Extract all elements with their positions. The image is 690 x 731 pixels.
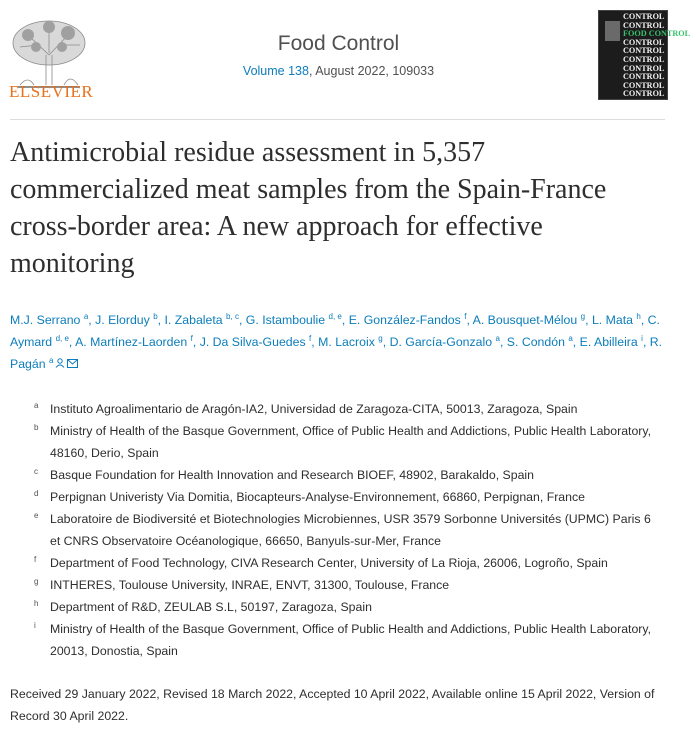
- affiliation-text: Instituto Agroalimentario de Aragón-IA2, Universidad de Zaragoza-CITA, 50013, Zaragoza, Spain: [50, 402, 578, 416]
- author-link[interactable]: [200, 335, 312, 349]
- cover-line: CONTROL: [623, 63, 665, 73]
- affiliation-label: d: [34, 489, 39, 498]
- author-affiliation-marker: f: [190, 333, 193, 343]
- author-link[interactable]: [75, 335, 193, 349]
- journal-name[interactable]: Food Control: [277, 32, 400, 55]
- affiliation-item: [34, 486, 654, 508]
- author-affiliation-marker: d, e: [328, 311, 342, 321]
- cover-line: CONTROL: [623, 80, 665, 90]
- author-link[interactable]: [473, 313, 585, 327]
- cover-line: FOOD CONTROL: [623, 29, 690, 39]
- affiliation-label: a: [34, 401, 39, 410]
- affiliation-text: Department of R&D, ZEULAB S.L, 50197, Zaragoza, Spain: [50, 600, 372, 614]
- author-affiliation-marker: f: [309, 333, 312, 343]
- author-name: D. García-Gonzalo: [389, 335, 493, 349]
- affiliation-text: Laboratoire de Biodiversité et Biotechnologies Microbiennes, USR 3579 Sorbonne Universités (UPMC) Paris 6 et CNRS Observatoire Océanologique, 66650, Banyuls-sur-Mer, France: [50, 512, 651, 548]
- author-name: E. Abilleira: [579, 335, 638, 349]
- journal-cover-thumbnail[interactable]: [598, 10, 690, 100]
- author-affiliation-marker: a: [568, 333, 573, 343]
- affiliation-label: e: [34, 511, 39, 520]
- author-link[interactable]: [10, 313, 88, 327]
- affiliation-item: [34, 464, 654, 486]
- publisher-name: ELSEVIER: [9, 82, 94, 101]
- affiliation-text: Perpignan Univeristy Via Domitia, Biocapteurs-Analyse-Environnement, 66860, Perpignan, France: [50, 490, 585, 504]
- affiliation-text: Basque Foundation for Health Innovation and Research BIOEF, 48902, Barakaldo, Spain: [50, 468, 534, 482]
- affiliation-item: [34, 596, 654, 618]
- affiliation-text: Ministry of Health of the Basque Government, Office of Public Health and Addictions, Public Health Laboratory, 20013, Donostia, Spain: [50, 622, 652, 658]
- affiliation-label: b: [34, 423, 39, 432]
- cover-line: CONTROL: [623, 37, 665, 47]
- author-name: J. Da Silva-Guedes: [199, 335, 306, 349]
- cover-line: CONTROL: [623, 72, 665, 82]
- issue-date-article: , August 2022, 109033: [308, 64, 435, 78]
- author-name: E. González-Fandos: [348, 313, 461, 327]
- author-name: A. Martínez-Laorden: [75, 335, 188, 349]
- volume-link[interactable]: Volume 138: [242, 64, 309, 78]
- affiliation-label: c: [34, 467, 38, 476]
- author-link[interactable]: [165, 313, 239, 327]
- affiliation-item: [34, 420, 654, 464]
- article-title: Antimicrobial residue assessment in 5,357 commercialized meat samples from the Spain-France cross-border area: A new approach for effective monitoring: [10, 137, 607, 279]
- author-name: M.J. Serrano: [10, 313, 81, 327]
- author-link[interactable]: [390, 335, 500, 349]
- author-link[interactable]: [592, 313, 641, 327]
- cover-line: CONTROL: [623, 89, 665, 99]
- author-affiliation-marker: g: [378, 333, 383, 343]
- affiliation-list: [34, 398, 654, 662]
- author-link[interactable]: [580, 335, 643, 349]
- cover-line: CONTROL: [623, 46, 665, 56]
- cover-line: CONTROL: [623, 54, 665, 64]
- author-affiliation-marker: g: [580, 311, 586, 321]
- author-affiliation-marker: d, e: [55, 333, 69, 343]
- author-affiliation-marker: i: [641, 333, 643, 343]
- author-link[interactable]: [349, 313, 467, 327]
- author-name: I. Zabaleta: [164, 313, 223, 327]
- journal-issue-info: [0, 64, 677, 78]
- cover-line: CONTROL: [623, 12, 665, 21]
- affiliation-item: [34, 618, 654, 662]
- author-name: J. Elorduy: [95, 313, 150, 327]
- affiliation-item: [34, 574, 654, 596]
- affiliation-item: [34, 552, 654, 574]
- author-name: R. Pagán: [10, 335, 663, 371]
- cover-line: CONTROL: [623, 20, 665, 30]
- envelope-icon[interactable]: [67, 359, 78, 368]
- affiliation-item: [34, 398, 654, 420]
- person-icon[interactable]: [55, 358, 65, 368]
- header-divider: [10, 119, 665, 120]
- author-name: S. Condón: [506, 335, 565, 349]
- author-affiliation-marker: a: [83, 311, 89, 321]
- affiliation-label: f: [34, 555, 37, 564]
- affiliation-text: Ministry of Health of the Basque Government, Office of Public Health and Addictions, Public Health Laboratory, 48160, Derio, Spain: [50, 424, 652, 460]
- author-affiliation-marker: f: [464, 311, 467, 321]
- author-name: L. Mata: [591, 313, 633, 327]
- author-name: G. Istamboulie: [245, 313, 326, 327]
- author-link[interactable]: [95, 313, 158, 327]
- author-name: M. Lacroix: [318, 335, 375, 349]
- author-name: C. Aymard: [10, 313, 660, 349]
- cover-illustration: [605, 21, 620, 41]
- affiliation-label: i: [34, 621, 36, 630]
- affiliation-label: h: [34, 599, 39, 608]
- author-affiliation-marker: b: [153, 311, 158, 321]
- author-list: M.J. Serrano $^a$, J. Elorduy $^b$, I. Zabaleta $^{b, c}$, G. Istamboulie $^{d, e}$, E. González-Fandos $^f$, A. Bousquet-Mélou $^g$, L. Mata $^h$, C. Aymard $^{d, e}$, A. Martínez-Laorden $^f$, J. Da Silva-Guedes $^f$, M. Lacroix $^g$, D. García-Gonzalo $^a$, S. Condón $^a$, E. Abilleira $^i$, R. Pagán $^a$: [10, 311, 663, 371]
- affiliation-label: g: [34, 577, 39, 586]
- author-affiliation-marker: a: [495, 333, 500, 343]
- affiliation-text: INTHERES, Toulouse University, INRAE, ENVT, 31300, Toulouse, France: [50, 578, 450, 592]
- author-link[interactable]: [246, 313, 342, 327]
- author-affiliation-marker: b, c: [226, 311, 239, 321]
- affiliation-item: [34, 508, 654, 552]
- affiliation-text: Department of Food Technology, CIVA Research Center, University of La Rioja, 26006, Logroño, Spain: [50, 556, 608, 570]
- article-history: Received 29 January 2022, Revised 18 March 2022, Accepted 10 April 2022, Available online 15 April 2022, Version of Record 30 April 2022.: [10, 687, 655, 723]
- author-name: A. Bousquet-Mélou: [472, 313, 578, 327]
- article-header: [0, 0, 690, 120]
- author-link[interactable]: [507, 335, 573, 349]
- author-affiliation-marker: a: [48, 355, 54, 365]
- author-link[interactable]: [318, 335, 383, 349]
- author-affiliation-marker: h: [636, 311, 641, 321]
